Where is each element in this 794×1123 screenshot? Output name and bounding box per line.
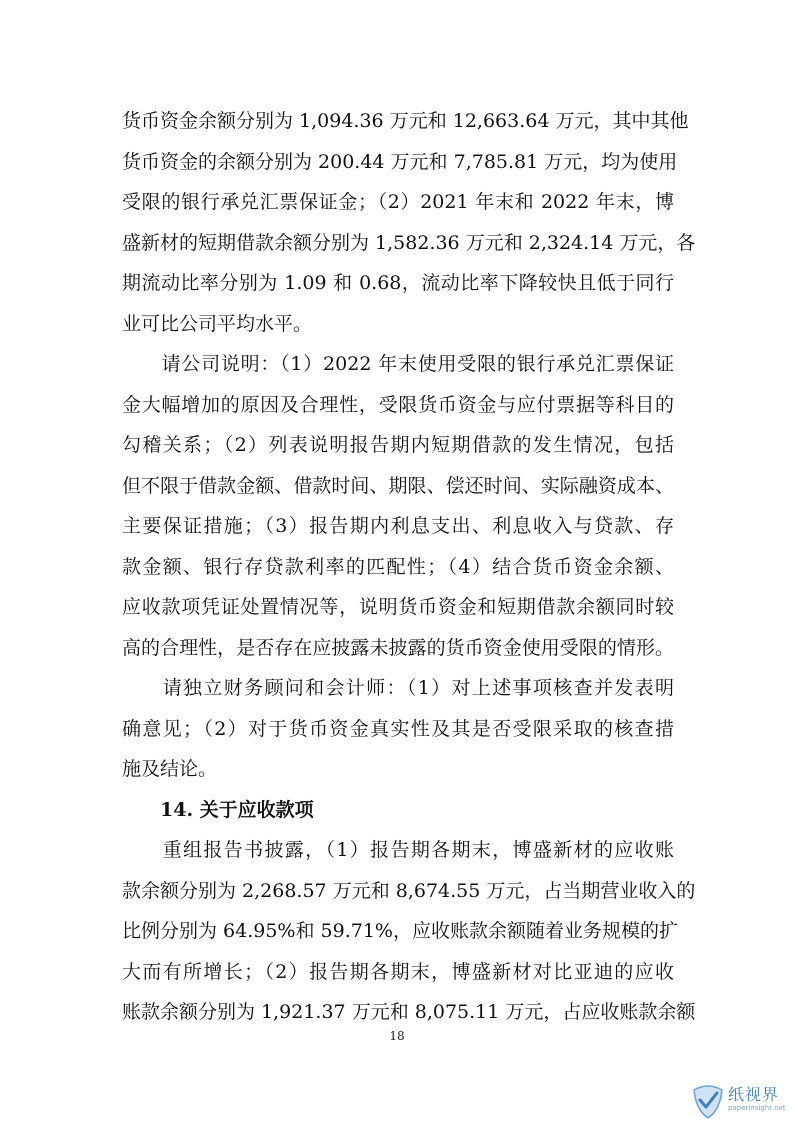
body-line: 款金额、银行存贷款利率的匹配性；（4）结合货币资金余额、 bbox=[122, 555, 674, 578]
watermark-name: 纸视界 bbox=[728, 1085, 780, 1104]
body-line: 受限的银行承兑汇票保证金；（2）2021 年末和 2022 年末，博 bbox=[122, 191, 674, 213]
body-line: 金大幅增加的原因及合理性，受限货币资金与应付票据等科目的 bbox=[122, 393, 674, 416]
body-line: 比例分别为 64.95%和 59.71%，应收账款余额随着业务规模的扩 bbox=[122, 920, 678, 942]
body-line: 货币资金的余额分别为 200.44 万元和 7,785.81 万元，均为使用 bbox=[122, 150, 678, 173]
check-shield-icon bbox=[690, 1080, 726, 1120]
body-line: 账款余额分别为 1,921.37 万元和 8,075.11 万元，占应收账款余额 bbox=[122, 1001, 696, 1023]
section-heading: 14. 关于应收款项 bbox=[160, 798, 314, 821]
body-line: 勾稽关系；（2）列表说明报告期内短期借款的发生情况，包括 bbox=[122, 434, 674, 456]
page-number: 18 bbox=[389, 1029, 405, 1043]
body-line: 应收款项凭证处置情况等，说明货币资金和短期借款余额同时较 bbox=[122, 596, 674, 618]
document-body bbox=[122, 101, 696, 1033]
body-line: 盛新材的短期借款余额分别为 1,582.36 万元和 2,324.14 万元，各 bbox=[122, 231, 696, 254]
body-line: 款余额分别为 2,268.57 万元和 8,674.55 万元，占当期营业收入的 bbox=[122, 879, 696, 902]
body-line: 确意见；（2）对于货币资金真实性及其是否受限采取的核查措 bbox=[122, 717, 674, 740]
body-line: 期流动比率分别为 1.09 和 0.68，流动比率下降较快且低于同行 bbox=[122, 272, 674, 294]
body-line: 货币资金余额分别为 1,094.36 万元和 12,663.64 万元，其中其他 bbox=[122, 110, 689, 132]
body-line: 请公司说明：（1）2022 年末使用受限的银行承兑汇票保证 bbox=[122, 353, 674, 375]
body-line: 重组报告书披露，（1）报告期各期末，博盛新材的应收账 bbox=[122, 839, 674, 861]
watermark bbox=[690, 1080, 790, 1120]
body-line: 大而有所增长；（2）报告期各期末，博盛新材对比亚迪的应收 bbox=[122, 960, 674, 983]
watermark-url: paperinsight.net bbox=[728, 1104, 786, 1112]
body-line: 业可比公司平均水平。 bbox=[122, 312, 313, 335]
body-line: 主要保证措施；（3）报告期内利息支出、利息收入与贷款、存 bbox=[122, 515, 674, 537]
body-line: 但不限于借款金额、借款时间、期限、偿还时间、实际融资成本、 bbox=[122, 474, 674, 497]
body-line: 请独立财务顾问和会计师：（1）对上述事项核查并发表明 bbox=[122, 677, 674, 699]
body-line: 施及结论。 bbox=[122, 758, 218, 780]
body-line: 高的合理性，是否存在应披露未披露的货币资金使用受限的情形。 bbox=[122, 636, 674, 659]
